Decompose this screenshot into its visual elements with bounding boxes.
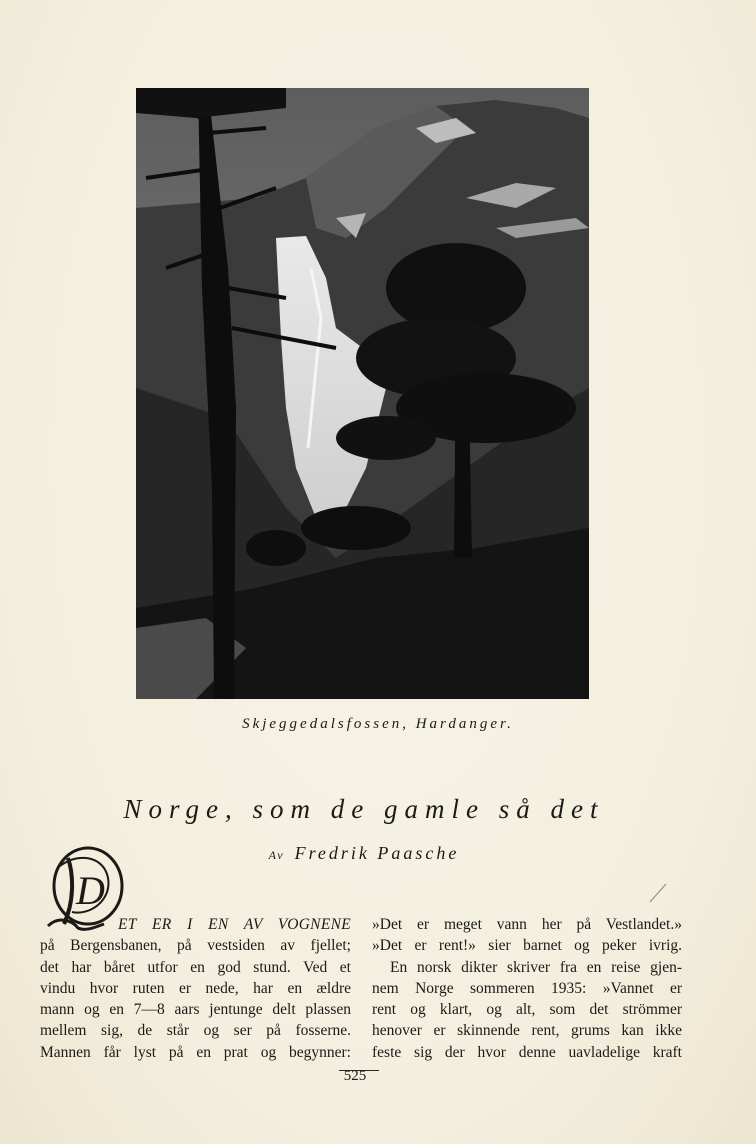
text-line: »Det er meget vann her på Vestlandet.» xyxy=(372,916,682,933)
byline-prefix: Av xyxy=(268,848,285,862)
text-line: henover er skinnende rent, grums kan ikke xyxy=(372,1022,682,1040)
text-line: det har båret utfor en god stund. Ved et xyxy=(40,958,351,976)
text-line: Mannen får lyst på en prat og begynner: xyxy=(40,1043,351,1061)
text-line: mellem sig, de står og ser på fosserne. xyxy=(40,1022,351,1040)
photo-caption: Skjeggedalsfossen, Hardanger. xyxy=(242,716,514,732)
page-number: 525 xyxy=(343,1068,367,1084)
text-line: vindu hvor ruten er nede, har en ældre xyxy=(40,979,351,997)
author-name: Fredrik Paasche xyxy=(294,843,460,863)
mountain-waterfall-photo-icon xyxy=(136,88,589,699)
text-line: »Det er rent!» sier barnet og peker ivrig. xyxy=(372,937,682,955)
right-text-column xyxy=(372,914,682,1063)
text-line: ET ER I EN AV VOGNENE xyxy=(118,916,351,933)
text-line: En norsk dikter skriver fra en reise gjen- xyxy=(390,958,682,976)
left-text-column xyxy=(40,914,351,1063)
article-title: Norge, som de gamle så det xyxy=(123,794,605,824)
text-line: feste sig der hvor denne uavladelige kraft xyxy=(372,1043,682,1061)
waterfall-photograph xyxy=(136,88,589,699)
svg-text:D: D xyxy=(76,868,105,913)
text-line: nem Norge sommeren 1935: »Vannet er xyxy=(372,979,682,997)
text-line: mann og en 7—8 aars jentunge delt plassen xyxy=(40,1001,351,1019)
text-line: på Bergensbanen, på vestsiden av fjellet; xyxy=(40,937,351,955)
text-line: rent og klart, og alt, som det strömmer xyxy=(372,1001,682,1019)
pencil-mark-icon xyxy=(648,882,670,904)
